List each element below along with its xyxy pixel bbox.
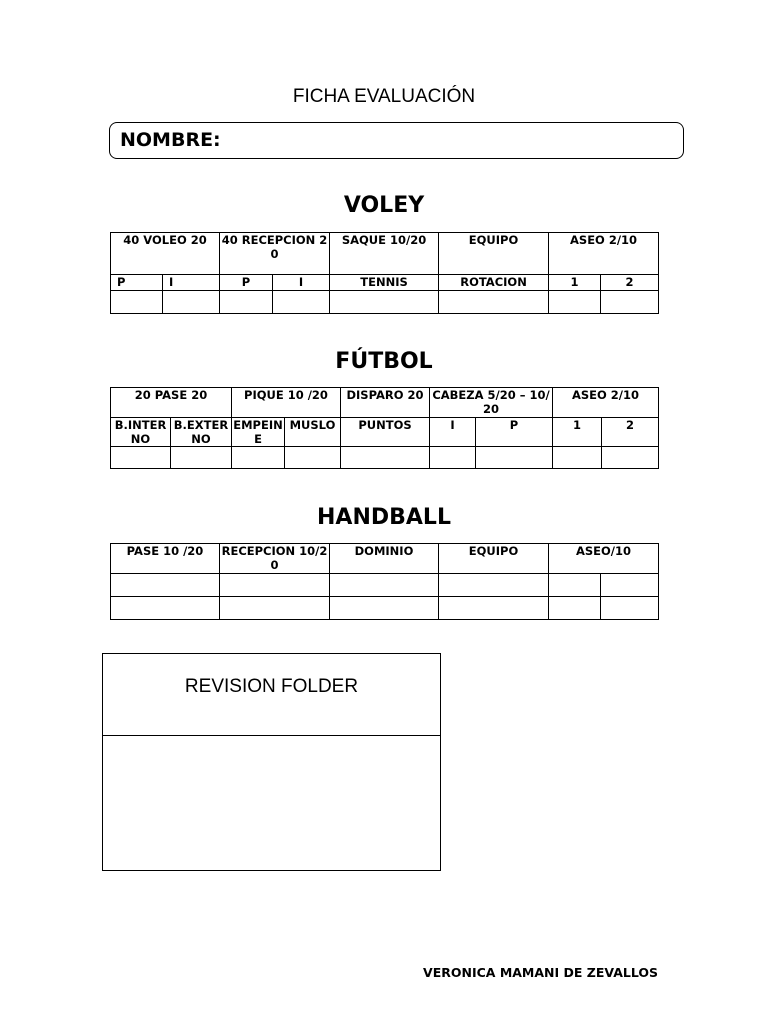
name-field[interactable] [109, 122, 684, 159]
table-cell[interactable] [111, 447, 171, 469]
table-cell[interactable] [602, 447, 659, 469]
revision-folder-header [103, 654, 440, 736]
table-cell[interactable] [330, 291, 439, 314]
futbol-sub-1: 1 [553, 418, 602, 447]
futbol-header-cabeza: CABEZA 5/20 – 10/20 [430, 388, 553, 418]
futbol-sub-p: P [476, 418, 553, 447]
handball-table [110, 543, 659, 620]
table-cell[interactable] [220, 574, 330, 597]
table-cell[interactable] [553, 447, 602, 469]
revision-folder-box [102, 653, 441, 871]
table-row [111, 447, 659, 469]
handball-header-pase: PASE 10 /20 [111, 544, 220, 574]
voley-title: VOLEY [343, 193, 425, 218]
futbol-sub-i: I [430, 418, 476, 447]
table-row [111, 597, 659, 620]
futbol-sub-2: 2 [602, 418, 659, 447]
voley-table [110, 232, 659, 314]
table-cell[interactable] [549, 291, 601, 314]
futbol-sub-muslo: MUSLO [285, 418, 341, 447]
futbol-table [110, 387, 659, 469]
voley-sub-p2: P [220, 275, 273, 291]
revision-folder-title: REVISION FOLDER [184, 676, 359, 697]
voley-header-recepcion: 40 RECEPCION 20 [220, 233, 330, 275]
futbol-title: FÚTBOL [335, 349, 433, 374]
table-cell[interactable] [330, 597, 439, 620]
voley-header-equipo: EQUIPO [439, 233, 549, 275]
futbol-sub-puntos: PUNTOS [341, 418, 430, 447]
table-cell[interactable] [439, 291, 549, 314]
table-cell[interactable] [285, 447, 341, 469]
futbol-sub-empeine: EMPEINE [233, 418, 283, 446]
table-cell[interactable] [111, 597, 220, 620]
futbol-sub-bexterno: B.EXTERNO [171, 418, 232, 447]
voley-sub-i2: I [273, 275, 330, 291]
table-cell[interactable] [111, 291, 163, 314]
page-title: FICHA EVALUACIÓN [292, 86, 476, 107]
handball-title: HANDBALL [317, 505, 451, 530]
voley-sub-i1: I [163, 275, 220, 291]
handball-header-recepcion: RECEPCION 10/20 [220, 544, 330, 574]
table-cell[interactable] [163, 291, 220, 314]
handball-header-equipo: EQUIPO [439, 544, 549, 574]
voley-sub-rotacion: ROTACION [439, 275, 549, 291]
table-cell[interactable] [476, 447, 553, 469]
table-cell[interactable] [330, 574, 439, 597]
voley-sub-tennis: TENNIS [330, 275, 439, 291]
voley-sub-2: 2 [601, 275, 659, 291]
table-cell[interactable] [232, 447, 285, 469]
voley-header-saque: SAQUE 10/20 [330, 233, 439, 275]
table-cell[interactable] [341, 447, 430, 469]
futbol-header-aseo: ASEO 2/10 [553, 388, 659, 418]
voley-sub-p1: P [111, 275, 163, 291]
futbol-header-pase: 20 PASE 20 [111, 388, 232, 418]
futbol-sub-binterno: B.INTERNO [111, 418, 171, 447]
voley-sub-1: 1 [549, 275, 601, 291]
name-label: NOMBRE: [120, 129, 221, 151]
table-cell[interactable] [273, 291, 330, 314]
table-cell[interactable] [171, 447, 232, 469]
table-cell[interactable] [220, 597, 330, 620]
table-cell[interactable] [549, 574, 601, 597]
handball-header-aseo: ASEO/10 [549, 544, 659, 574]
table-row [111, 291, 659, 314]
table-cell[interactable] [111, 574, 220, 597]
table-cell[interactable] [430, 447, 476, 469]
futbol-header-pique: PIQUE 10 /20 [232, 388, 341, 418]
voley-header-aseo: ASEO 2/10 [549, 233, 659, 275]
table-cell[interactable] [439, 574, 549, 597]
table-row [111, 574, 659, 597]
table-cell[interactable] [220, 291, 273, 314]
handball-header-dominio: DOMINIO [330, 544, 439, 574]
author-name: VERONICA MAMANI DE ZEVALLOS [423, 965, 658, 980]
voley-header-voleo: 40 VOLEO 20 [111, 233, 220, 275]
table-cell[interactable] [601, 291, 659, 314]
futbol-header-disparo: DISPARO 20 [341, 388, 430, 418]
table-cell[interactable] [601, 574, 659, 597]
table-cell[interactable] [601, 597, 659, 620]
table-cell[interactable] [549, 597, 601, 620]
table-cell[interactable] [439, 597, 549, 620]
